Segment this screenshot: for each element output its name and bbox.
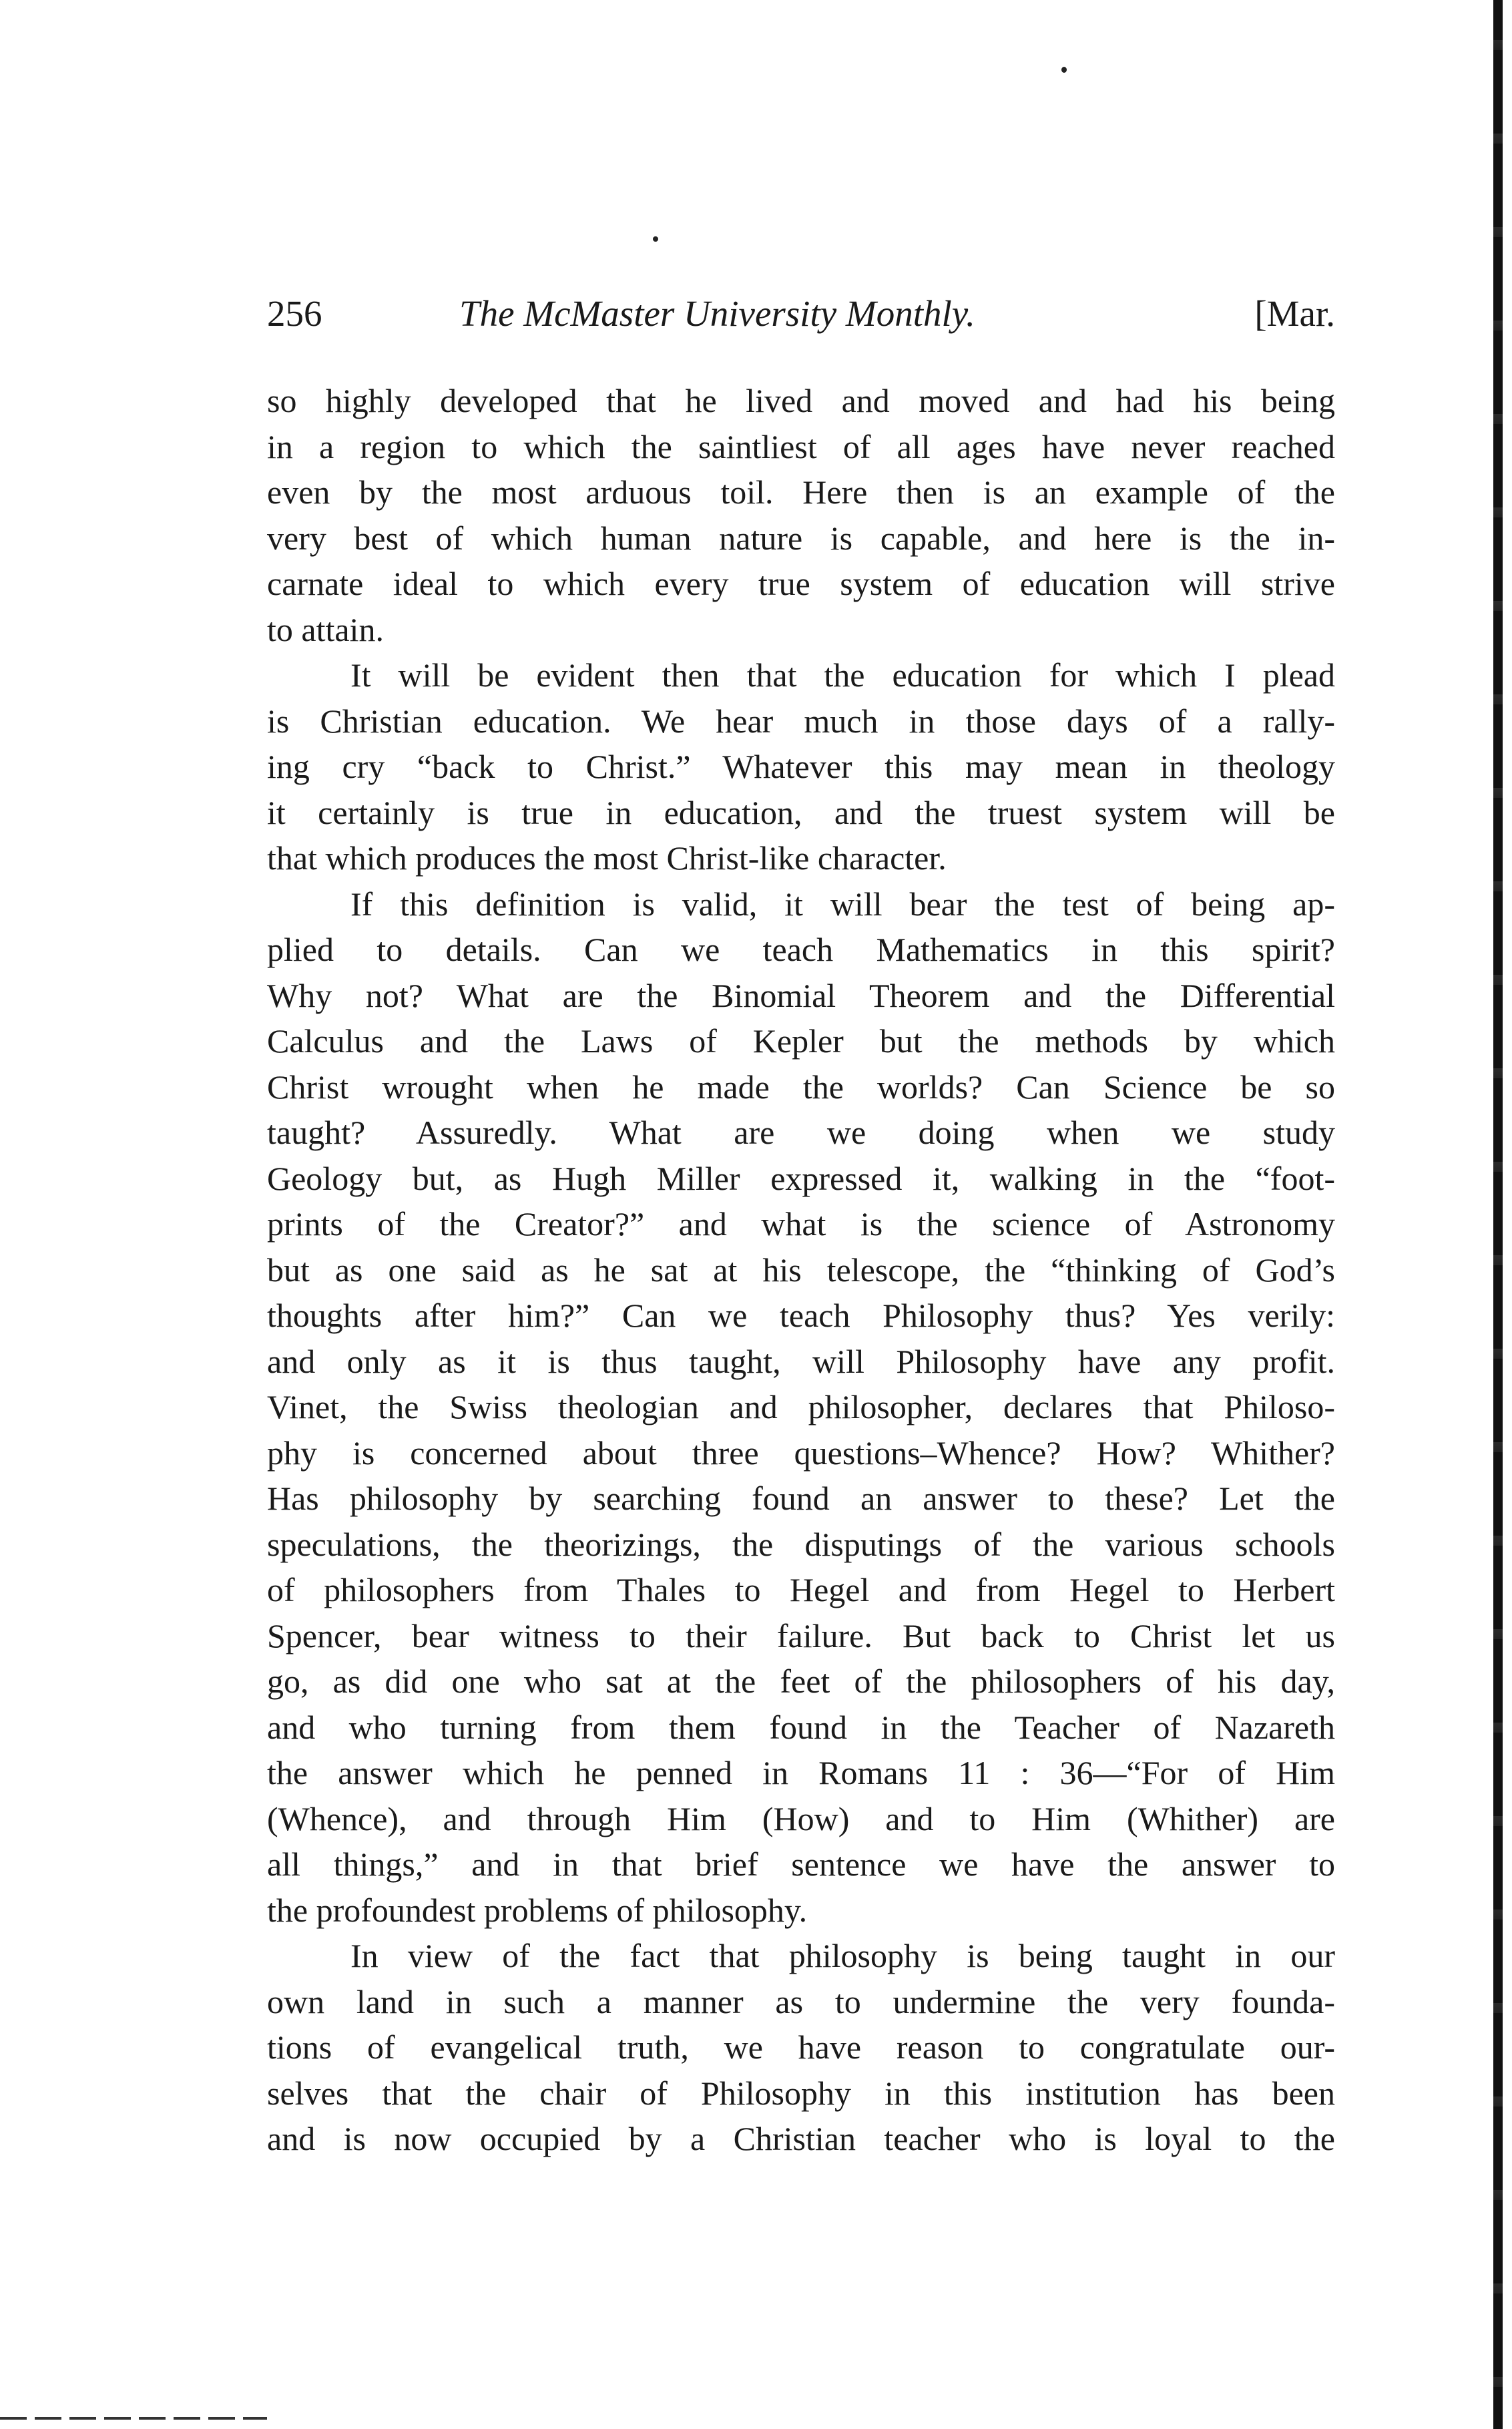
text-line: it certainly is true in education, and the truest system will be — [267, 793, 1335, 831]
text-line: even by the most arduous toil. Here then is an example of the — [267, 473, 1335, 511]
text-line: and is now occupied by a Christian teacher who is loyal to the — [267, 2120, 1335, 2157]
page-binding-edge — [1493, 0, 1503, 2429]
text-line: tions of evangelical truth, we have reason to congratulate our- — [267, 2028, 1335, 2066]
text-line: ing cry “back to Christ.” Whatever this may mean in theology — [267, 748, 1335, 785]
text-line: It will be evident then that the education for which I plead — [350, 656, 1335, 694]
page-margin — [1503, 0, 1512, 2429]
text-line: Calculus and the Laws of Kepler but the methods by which — [267, 1022, 1335, 1060]
text-line: Vinet, the Swiss theologian and philosopher, declares that Philoso- — [267, 1388, 1335, 1425]
text-line: (Whence), and through Him (How) and to Him (Whither) are — [267, 1799, 1335, 1837]
text-line: In view of the fact that philosophy is being taught in our — [350, 1937, 1335, 1974]
text-line: Why not? What are the Binomial Theorem and the Differential — [267, 976, 1335, 1014]
text-line: taught? Assuredly. What are we doing when we study — [267, 1114, 1335, 1151]
page-number: 256 — [267, 293, 322, 334]
text-line: phy is concerned about three questions–Whence? How? Whither? — [267, 1433, 1335, 1472]
text-line: the answer which he penned in Romans 11 : 36—“For of Him — [267, 1754, 1335, 1791]
text-line: and who turning from them found in the Teacher of Nazareth — [267, 1708, 1335, 1746]
text-line: Spencer, bear witness to their failure. But back to Christ let us — [267, 1616, 1335, 1654]
text-line: selves that the chair of Philosophy in this institution has been — [267, 2074, 1335, 2112]
text-line: all things,” and in that brief sentence we have the answer to — [267, 1845, 1335, 1883]
text-line: of philosophers from Thales to Hegel and from Hegel to Herbert — [267, 1571, 1335, 1608]
text-line: prints of the Creator?” and what is the science of Astronomy — [267, 1205, 1335, 1243]
text-line: is Christian education. We hear much in those days of a rally- — [267, 702, 1335, 740]
text-line: plied to details. Can we teach Mathematics in this spirit? — [267, 931, 1335, 968]
text-line: but as one said as he sat at his telescope, the “thinking of God’s — [267, 1251, 1335, 1289]
text-line: If this definition is valid, it will bear the test of being ap- — [350, 885, 1335, 923]
text-line: own land in such a manner as to undermine the very founda- — [267, 1982, 1335, 2020]
text-line: thoughts after him?” Can we teach Philosophy thus? Yes verily: — [267, 1297, 1335, 1334]
text-line: Has philosophy by searching found an answer to these? Let the — [267, 1480, 1335, 1517]
text-line: Geology but, as Hugh Miller expressed it, walking in the “foot- — [267, 1159, 1335, 1197]
running-title: The McMaster University Monthly. — [459, 293, 975, 334]
text-line: in a region to which the saintliest of all ages have never reached — [267, 427, 1335, 465]
text-line: very best of which human nature is capable, and here is the in- — [267, 519, 1335, 557]
text-line: to attain. — [267, 610, 384, 648]
text-line: go, as did one who sat at the feet of the philosophers of his day, — [267, 1663, 1335, 1700]
text-line: Christ wrought when he made the worlds? Can Science be so — [267, 1068, 1335, 1106]
article-body — [267, 378, 1335, 2162]
text-line: that which produces the most Christ-like character. — [267, 839, 947, 877]
text-line: carnate ideal to which every true system of education will strive — [267, 565, 1335, 602]
ink-speck — [653, 236, 658, 242]
scan-artifact-rule — [0, 2417, 267, 2420]
text-line: speculations, the theorizings, the disputings of the various schools — [267, 1525, 1335, 1563]
text-line: and only as it is thus taught, will Philosophy have any profit. — [267, 1342, 1335, 1380]
ink-speck — [1061, 67, 1067, 73]
issue-month: [Mar. — [1254, 293, 1335, 334]
text-line: so highly developed that he lived and moved and had his being — [267, 382, 1335, 419]
page-header — [267, 292, 1335, 346]
text-line: the profoundest problems of philosophy. — [267, 1891, 808, 1929]
